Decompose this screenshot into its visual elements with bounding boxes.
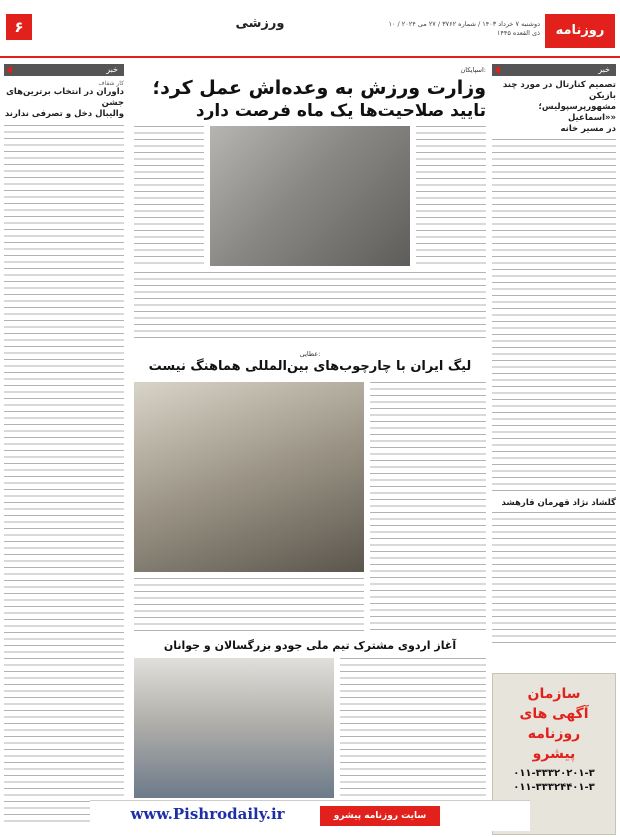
banner-url[interactable]: www.Pishrodaily.ir (130, 805, 285, 823)
arrow-icon (6, 66, 12, 74)
right-column-body-text (492, 139, 616, 494)
right-column-bar (492, 64, 616, 76)
left-column-bar (4, 64, 124, 76)
article-2-headline: لیگ ایران با چارچوب‌های بین‌المللی هماهنگ نیست (148, 359, 472, 374)
article-1-headline-line-2: تایید صلاحیت‌ها یک ماه فرصت دارد (195, 101, 486, 121)
right-column-title-line-3: در مسیر خانه (560, 124, 616, 134)
newspaper-logo: روزنامه (545, 14, 615, 48)
ad-phone-2: ۰۱۱-۳۳۳۲۴۴۰۱-۳ (513, 782, 595, 793)
ad-line-3: روزنامه (527, 726, 581, 742)
page-header (0, 0, 620, 56)
article-2-photo (134, 382, 364, 572)
left-news-column (4, 64, 124, 825)
article-1-text-bottom (134, 272, 486, 340)
right-column-subtitle: گلشاد نژاد قهرمان قارهشد (501, 498, 616, 508)
article-3-photo (134, 658, 334, 798)
right-column-bar-label: خبر (598, 65, 610, 74)
left-column-kicker: کار شفاف (98, 80, 124, 87)
issue-date-line: دوشنبه ۷ خرداد ۱۴۰۳ / شماره ۳۷۶۲ / ۲۷ می ۲۰۲۴ / ۱۰ ذی القعده ۱۴۴۵ (388, 20, 540, 37)
ad-line-2: آگهی های (519, 706, 589, 722)
right-news-column (492, 64, 616, 647)
banner-site-label: سایت روزنامه پیشرو (320, 806, 440, 826)
article-1-text-col-a (134, 126, 204, 266)
left-column-title-line-1: داوران در انتخاب برترین‌های جشن (6, 87, 124, 108)
article-3-text (340, 658, 486, 798)
article-2-text-right (370, 382, 486, 632)
header-divider (0, 56, 620, 58)
article-2-text-bottom (134, 578, 364, 632)
article-1-text-col-b (416, 126, 486, 266)
article-2-kicker: عطایی: (299, 350, 321, 358)
website-banner (90, 800, 530, 831)
article-1-photo (210, 126, 410, 266)
page-number: ۶ (6, 14, 32, 40)
ad-phone-1: ۰۱۱-۳۳۳۲۰۲۰۱-۳ (513, 768, 595, 779)
arrow-icon (494, 66, 500, 74)
right-column-body-text-2 (492, 512, 616, 647)
ad-line-4: پیشرو (532, 746, 576, 762)
left-column-body-text (4, 125, 124, 825)
left-column-title-line-2: والیبال دخل و تصرفی ندارند (4, 109, 124, 119)
right-column-title-line-1: تصمیم کنارتال در مورد چند بازیکن (502, 80, 616, 101)
article-1-kicker: اسپایکان: (460, 66, 486, 74)
article-1-headline-line-1: وزارت ورزش به وعده‌اش عمل کرد؛ (152, 77, 486, 99)
section-title: ورزشی (235, 16, 285, 31)
ad-line-1: سازمان (527, 686, 581, 702)
right-column-title-line-2: مشهورپرسپولیس؛ «اسماعیل» (538, 102, 616, 123)
left-column-bar-label: خبر (106, 65, 118, 74)
article-3-headline: آغاز اردوی مشترک تیم ملی جودو بزرگسالان و جوانان (163, 639, 457, 652)
